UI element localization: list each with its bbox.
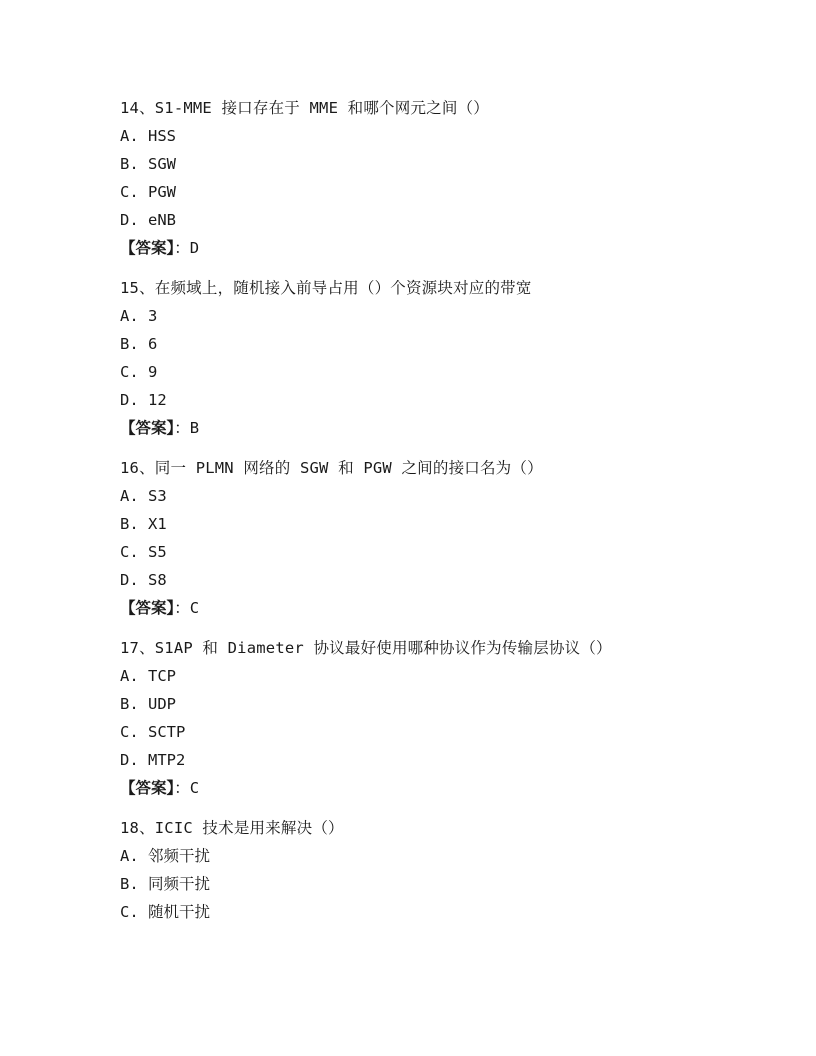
question-18 — [120, 814, 720, 926]
option-letter: D. — [120, 391, 139, 409]
answer-separator: ： — [174, 779, 190, 797]
option-text: X1 — [148, 515, 167, 533]
option-c — [120, 538, 720, 566]
option-c — [120, 718, 720, 746]
answer-label: 【答案】 — [120, 419, 175, 437]
option-text: 9 — [148, 363, 158, 381]
answer-value: B — [189, 419, 200, 437]
option-letter: C. — [120, 363, 139, 381]
option-letter: D. — [120, 571, 139, 589]
option-text: SGW — [148, 155, 176, 173]
answer-line — [120, 234, 720, 262]
option-letter: A. — [120, 307, 139, 325]
answer-line — [120, 594, 720, 622]
option-b — [120, 690, 720, 718]
answer-separator: ： — [174, 239, 190, 257]
option-text: HSS — [148, 127, 176, 145]
option-text: TCP — [148, 667, 176, 685]
option-letter: A. — [120, 667, 139, 685]
option-text: PGW — [148, 183, 176, 201]
option-letter: C. — [120, 903, 139, 921]
answer-separator: ： — [174, 419, 190, 437]
question-title: 15、在频域上，随机接入前导占用（）个资源块对应的带宽 — [120, 279, 532, 297]
option-letter: A. — [120, 847, 139, 865]
option-text: eNB — [148, 211, 176, 229]
question-title: 14、S1-MME 接口存在于 MME 和哪个网元之间（） — [120, 99, 489, 117]
question-title: 18、ICIC 技术是用来解决（） — [120, 819, 344, 837]
option-letter: A. — [120, 487, 139, 505]
option-text: SCTP — [148, 723, 186, 741]
option-d — [120, 746, 720, 774]
option-text: 同频干扰 — [148, 875, 211, 893]
option-text: 随机干扰 — [148, 903, 211, 921]
option-letter: A. — [120, 127, 139, 145]
option-c — [120, 358, 720, 386]
option-a — [120, 842, 720, 870]
question-title: 17、S1AP 和 Diameter 协议最好使用哪种协议作为传输层协议（） — [120, 639, 612, 657]
question-15 — [120, 274, 720, 442]
answer-value: C — [189, 779, 200, 797]
question-16 — [120, 454, 720, 622]
option-text: UDP — [148, 695, 176, 713]
option-a — [120, 122, 720, 150]
option-text: S3 — [148, 487, 167, 505]
option-text: 6 — [148, 335, 158, 353]
option-b — [120, 330, 720, 358]
option-letter: C. — [120, 723, 139, 741]
option-b — [120, 870, 720, 898]
answer-line — [120, 774, 720, 802]
answer-label: 【答案】 — [120, 239, 175, 257]
option-a — [120, 482, 720, 510]
option-d — [120, 206, 720, 234]
option-text: 3 — [148, 307, 158, 325]
option-text: MTP2 — [148, 751, 186, 769]
option-a — [120, 662, 720, 690]
answer-separator: ： — [174, 599, 190, 617]
option-b — [120, 150, 720, 178]
option-a — [120, 302, 720, 330]
option-letter: C. — [120, 183, 139, 201]
answer-value: D — [189, 239, 200, 257]
question-title: 16、同一 PLMN 网络的 SGW 和 PGW 之间的接口名为（） — [120, 459, 543, 477]
option-d — [120, 566, 720, 594]
option-letter: D. — [120, 751, 139, 769]
option-c — [120, 178, 720, 206]
exam-page — [120, 94, 720, 926]
answer-value: C — [189, 599, 200, 617]
option-letter: B. — [120, 695, 139, 713]
answer-label: 【答案】 — [120, 599, 175, 617]
option-text: 邻频干扰 — [148, 847, 211, 865]
option-letter: B. — [120, 335, 139, 353]
answer-label: 【答案】 — [120, 779, 175, 797]
option-text: S5 — [148, 543, 167, 561]
option-text: S8 — [148, 571, 167, 589]
option-letter: D. — [120, 211, 139, 229]
option-letter: B. — [120, 875, 139, 893]
option-text: 12 — [148, 391, 167, 409]
option-c — [120, 898, 720, 926]
option-letter: C. — [120, 543, 139, 561]
answer-line — [120, 414, 720, 442]
question-14 — [120, 94, 720, 262]
option-letter: B. — [120, 515, 139, 533]
question-17 — [120, 634, 720, 802]
option-letter: B. — [120, 155, 139, 173]
option-b — [120, 510, 720, 538]
option-d — [120, 386, 720, 414]
